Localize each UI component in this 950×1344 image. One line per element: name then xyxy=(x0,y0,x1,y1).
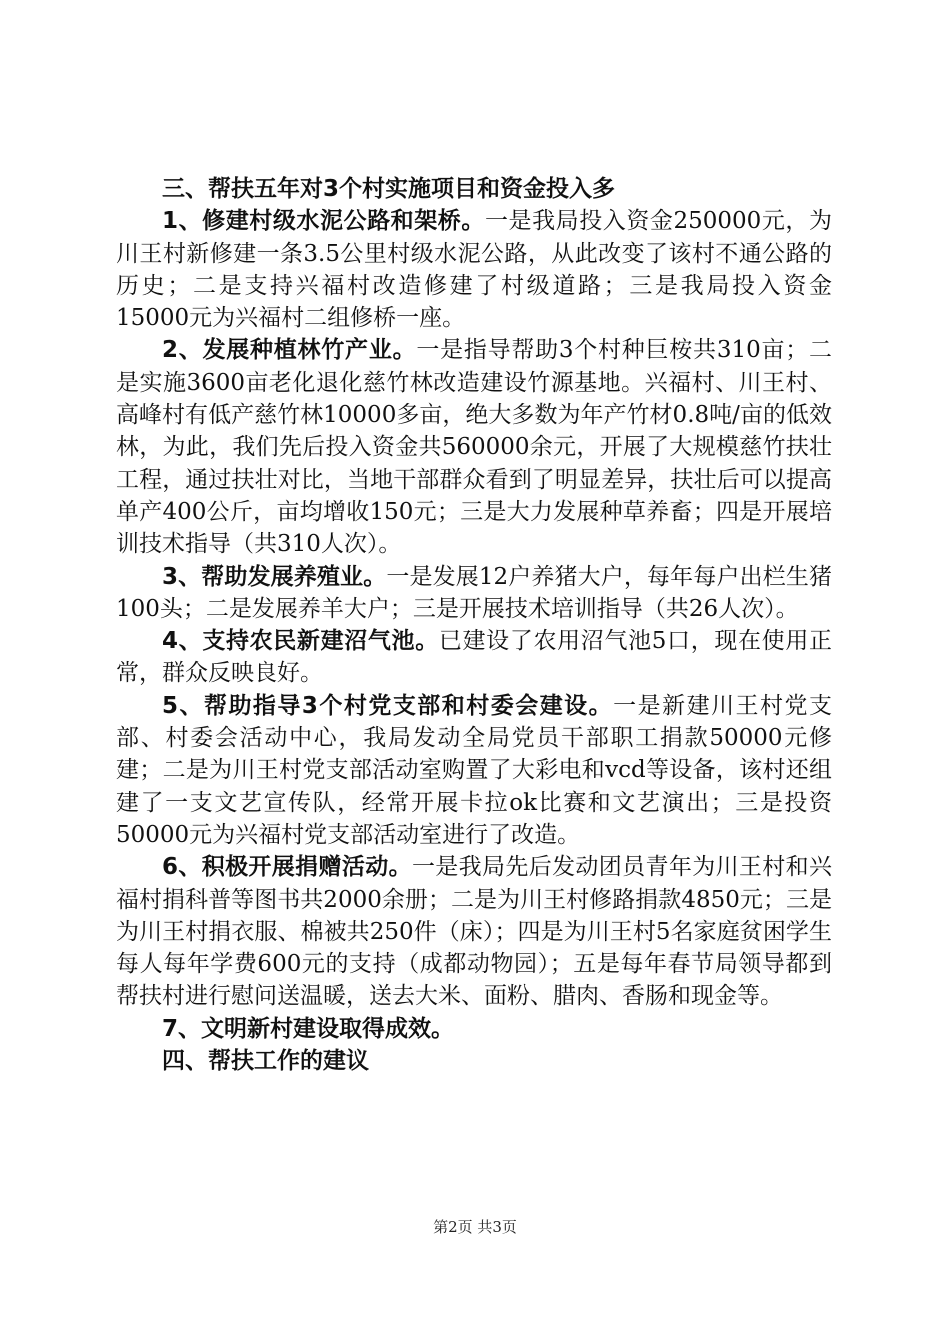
paragraph-item-6 xyxy=(116,851,832,1012)
item-6-body: 一是我局先后发动团员青年为川王村和兴福村捐科普等图书共2000余册；二是为川王村修路捐款4850元；三是为川王村捐衣服、棉被共250件（床）；四是为川王村5名家庭贫困学生每人每年学费600元的支持（成都动物园）；五是每年春节局领导都到帮扶村进行慰问送温暖，送去大米、面粉、腊肉、香肠和现金等。 xyxy=(116,854,832,1010)
item-2-lead: 2、发展种植林竹产业。 xyxy=(162,337,417,364)
item-3-lead: 3、帮助发展养殖业。 xyxy=(162,563,387,590)
paragraph-item-1 xyxy=(116,205,832,334)
item-5-lead: 5、帮助指导3个村党支部和村委会建设。 xyxy=(162,692,614,719)
page-footer xyxy=(0,1216,950,1237)
paragraph-item-7 xyxy=(116,1013,832,1045)
section-four-heading: 四、帮扶工作的建议 xyxy=(162,1048,369,1075)
document-body xyxy=(116,173,832,1077)
item-1-body: 一是我局投入资金250000元，为川王村新修建一条3.5公里村级水泥公路，从此改变了该村不通公路的历史；二是支持兴福村改造修建了村级道路；三是我局投入资金15000元为兴福村二组修桥一座。 xyxy=(116,208,832,332)
section-three-heading: 三、帮扶五年对3个村实施项目和资金投入多 xyxy=(162,176,616,202)
item-7-lead: 7、文明新村建设取得成效。 xyxy=(162,1015,455,1042)
paragraph-item-3 xyxy=(116,561,832,626)
item-6-lead: 6、积极开展捐赠活动。 xyxy=(162,854,412,881)
item-4-lead: 4、支持农民新建沼气池。 xyxy=(162,628,439,655)
paragraph-item-4 xyxy=(116,625,832,690)
page-indicator: 第2页 共3页 xyxy=(433,1218,517,1236)
item-1-lead: 1、修建村级水泥公路和架桥。 xyxy=(162,208,485,235)
item-2-body: 一是指导帮助3个村种巨桉共310亩；二是实施3600亩老化退化慈竹林改造建设竹源基地。兴福村、川王村、高峰村有低产慈竹林10000多亩，绝大多数为年产竹材0.8吨/亩的低效林，为此，我们先后投入资金共560000余元，开展了大规模慈竹扶壮工程，通过扶壮对比，当地干部群众看到了明显差异，扶壮后可以提高单产400公斤，亩均增收150元；三是大力发展种草养畜；四是开展培训技术指导（共310人次）。 xyxy=(116,337,832,558)
item-3-body: 一是发展12户养猪大户，每年每户出栏生猪100头；二是发展养羊大户；三是开展技术培训指导（共26人次）。 xyxy=(116,563,832,622)
item-4-body: 已建设了农用沼气池5口，现在使用正常，群众反映良好。 xyxy=(116,628,832,687)
item-5-body: 一是新建川王村党支部、村委会活动中心，我局发动全局党员干部职工捐款50000元修建；二是为川王村党支部活动室购置了大彩电和vcd等设备，该村还组建了一支文艺宣传队，经常开展卡拉ok比赛和文艺演出；三是投资50000元为兴福村党支部活动室进行了改造。 xyxy=(116,692,833,848)
paragraph-item-5 xyxy=(116,690,832,851)
paragraph-item-2 xyxy=(116,334,832,560)
